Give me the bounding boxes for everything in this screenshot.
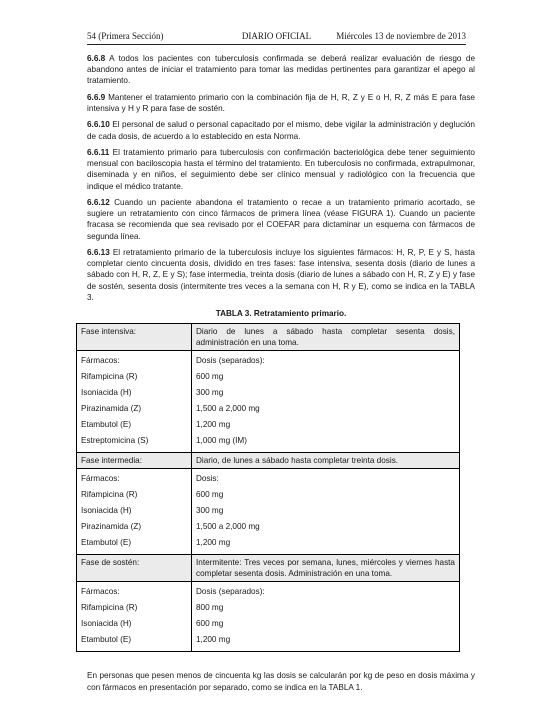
phase-label: Fase intensiva: (77, 324, 192, 351)
publication-date: Miércoles 13 de noviembre de 2013 (336, 31, 466, 41)
drug-name: Isoniacida (H) (81, 506, 132, 516)
paragraph-6-6-8 (87, 53, 475, 87)
drug-dose: 300 mg (196, 506, 224, 516)
paragraph-text: A todos los pacientes con tuberculosis confirmada se deberá realizar evaluación de riesgo de abandono antes de iniciar el tratamiento para tomar las medidas pertinentes para garantizar el apego al tratamiento. (87, 54, 475, 86)
drug-dose: 1,200 mg (196, 420, 231, 430)
paragraph-6-6-10 (87, 119, 475, 141)
drug-name: Etambutol (E) (81, 538, 132, 548)
drug-doses-cell (192, 469, 460, 555)
paragraph-6-6-13 (87, 247, 475, 303)
page-number-section: 54 (Primera Sección) (87, 31, 164, 41)
drug-block-intensive (77, 351, 460, 453)
paragraph-number: 6.6.10 (87, 120, 110, 130)
drug-dose: 1,200 mg (196, 635, 231, 645)
retreatment-table (76, 323, 460, 652)
drug-names-cell (77, 469, 192, 555)
phase-label: Fase de sostén: (77, 555, 192, 582)
drug-name: Isoniacida (H) (81, 388, 132, 398)
paragraph-text: Cuando un paciente abandona el tratamiento o recae a un tratamiento primario acortado, se sugiere un retratamiento con cinco fármacos de primera línea (véase FIGURA 1). Cuando un paciente fracasa se recomienda que sea revisado por el COEFAR para dictaminar un esquema con fármacos de segunda línea. (87, 197, 475, 241)
drug-doses-cell (192, 582, 460, 652)
drug-dose: 600 mg (196, 619, 224, 629)
drug-dose: 1,000 mg (IM) (196, 436, 247, 446)
drug-dose: 300 mg (196, 388, 224, 398)
phase-row-intermediate (77, 453, 460, 469)
paragraph-6-6-9 (87, 92, 475, 114)
drug-name: Etambutol (E) (81, 635, 132, 645)
paragraph-number: 6.6.9 (87, 92, 106, 102)
drug-dose: 600 mg (196, 490, 224, 500)
dose-header: Dosis (separados): (196, 587, 265, 597)
page-header (87, 31, 466, 45)
drug-name: Rifampicina (R) (81, 490, 138, 500)
phase-label: Fase intermedia: (77, 453, 192, 469)
drugs-header: Fármacos: (81, 587, 120, 597)
phase-description: Diario de lunes a sábado hasta completar sesenta dosis, administración en una toma. (192, 324, 460, 351)
closing-paragraph: En personas que pesen menos de cincuenta kg las dosis se calcularán por kg de peso en dosis máxima y con fármacos en presentación por separado, como se indica en la TABLA 1. (87, 671, 475, 692)
phase-description: Diario, de lunes a sábado hasta completar treinta dosis. (192, 453, 460, 469)
drug-dose: 1,200 mg (196, 538, 231, 548)
drug-name: Estreptomicina (S) (81, 436, 149, 446)
drug-dose: 600 mg (196, 372, 224, 382)
phase-description: Intermitente: Tres veces por semana, lunes, miércoles y viernes hasta completar sesenta dosis. Administración en una toma. (192, 555, 460, 582)
drugs-header: Fármacos: (81, 356, 120, 366)
drug-doses-cell (192, 351, 460, 453)
drug-block-intermediate (77, 469, 460, 555)
drug-block-maintenance (77, 582, 460, 652)
phase-row-intensive (77, 324, 460, 351)
paragraph-number: 6.6.11 (87, 147, 110, 157)
header-rule (87, 44, 466, 45)
phase-row-maintenance (77, 555, 460, 582)
drug-dose: 1,500 a 2,000 mg (196, 522, 260, 532)
paragraph-6-6-11 (87, 147, 475, 192)
drug-dose: 1,500 a 2,000 mg (196, 404, 260, 414)
table-caption: TABLA 3. Retratamiento primario. (215, 309, 347, 319)
document-body (81, 53, 475, 698)
drug-name: Rifampicina (R) (81, 372, 138, 382)
paragraph-number: 6.6.13 (87, 247, 110, 257)
drug-names-cell (77, 582, 192, 652)
paragraph-text: El tratamiento primario para tuberculosis con confirmación bacteriológica debe tener seguimiento mensual con baciloscopia hasta el término del tratamiento. En tuberculosis no confirmada, extrapulmonar, diseminada y en niños, el seguimiento debe ser clínico mensual y radiológico con la frecuencia que indique el médico tratante. (87, 147, 475, 191)
drug-name: Pirazinamida (Z) (81, 404, 142, 414)
drug-name: Rifampicina (R) (81, 603, 138, 613)
drug-dose: 800 mg (196, 603, 224, 613)
drug-name: Isoniacida (H) (81, 619, 132, 629)
dose-header: Dosis (separados): (196, 356, 265, 366)
paragraph-number: 6.6.12 (87, 197, 110, 207)
drug-name: Pirazinamida (Z) (81, 522, 142, 532)
drug-names-cell (77, 351, 192, 453)
drugs-header: Fármacos: (81, 474, 120, 484)
paragraph-text: El retratamiento primario de la tuberculosis incluye los siguientes fármacos: H, R, P, E y S, hasta completar ciento cincuenta dosis, dividido en tres fases: fase intensiva, sesenta dosis (diario de lunes a sábado con H, R, Z, E y S); fase intermedia, treinta dosis (diario de lunes a sábado con H, R, Z y E) y fase de sostén, sesenta dosis (intermitente tres veces a la semana con H, R y E), como se indica en la TABLA 3. (87, 247, 475, 302)
dose-header: Dosis: (196, 474, 219, 484)
paragraph-text: El personal de salud o personal capacitado por el mismo, debe vigilar la administración y deglución de cada dosis, de acuerdo a lo establecido en esta Norma. (87, 120, 475, 141)
paragraph-text: Mantener el tratamiento primario con la combinación fija de H, R, Z y E o H, R, Z más E para fase intensiva y H y R para fase de sostén. (87, 92, 475, 113)
paragraph-6-6-12 (87, 197, 475, 242)
paragraph-number: 6.6.8 (87, 54, 106, 63)
drug-name: Etambutol (E) (81, 420, 132, 430)
publication-name: DIARIO OFICIAL (241, 31, 312, 41)
